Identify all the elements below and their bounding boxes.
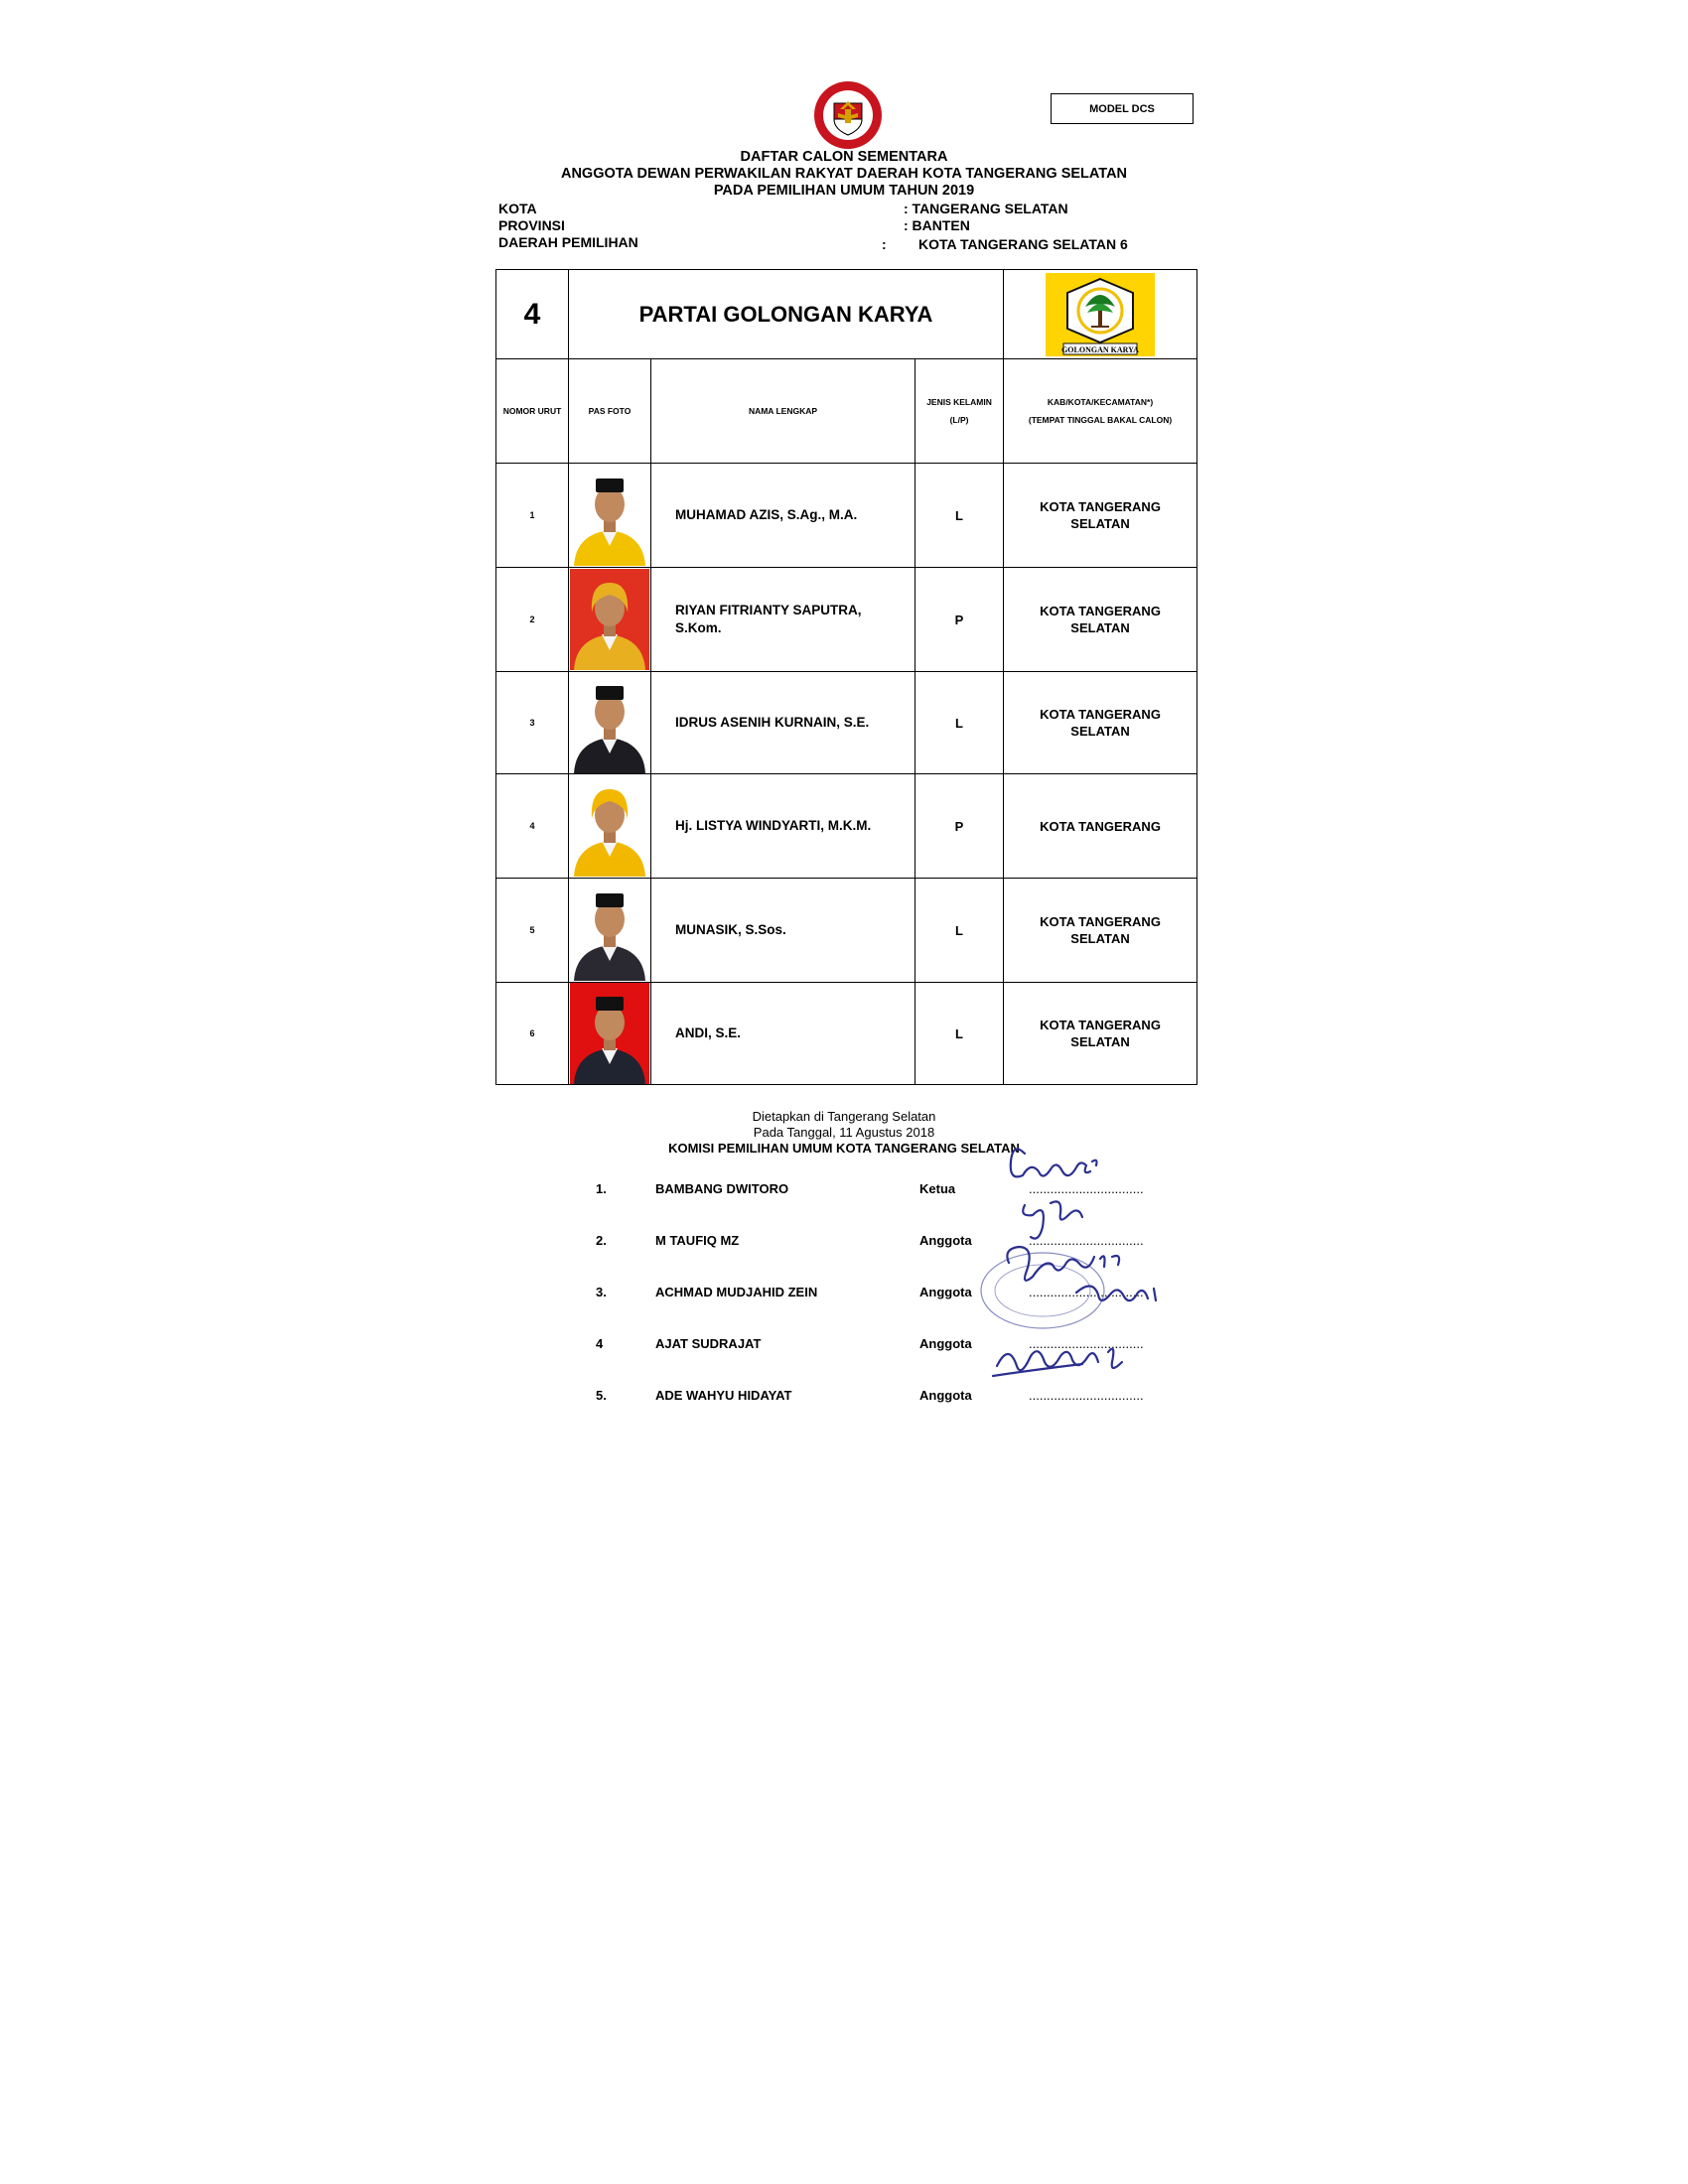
signature-line: ................................	[1029, 1388, 1144, 1403]
candidate-name	[651, 672, 915, 774]
candidate-row	[496, 983, 1197, 1085]
candidate-gender: L	[915, 983, 1004, 1085]
candidate-table	[495, 269, 1197, 1085]
candidate-photo	[570, 983, 649, 1084]
signatures-stamp	[973, 1132, 1211, 1410]
signatory-number: 3.	[596, 1285, 607, 1299]
candidate-name	[651, 568, 915, 672]
candidate-city-line2: SELATAN	[1070, 620, 1130, 635]
signatory-role: Anggota	[919, 1285, 972, 1299]
title-line-3: PADA PEMILIHAN UMUM TAHUN 2019	[713, 183, 975, 199]
candidate-domicile	[1004, 568, 1197, 672]
candidate-city-line1: KOTA TANGERANG	[1040, 1018, 1161, 1032]
candidate-city-line1: KOTA TANGERANG	[1040, 499, 1161, 514]
candidate-photo	[570, 880, 649, 981]
signature-line: ................................	[1029, 1285, 1144, 1299]
candidate-row	[496, 879, 1197, 983]
candidate-domicile	[1004, 464, 1197, 568]
signature-line: ................................	[1029, 1181, 1144, 1196]
candidate-name-line1: RIYAN FITRIANTY SAPUTRA,	[675, 603, 862, 617]
candidate-name-line1: Hj. LISTYA WINDYARTI, M.K.M.	[675, 818, 872, 833]
party-logo-cell	[1004, 270, 1197, 359]
candidate-number: 6	[496, 983, 569, 1085]
dapil-value: KOTA TANGERANG SELATAN 6	[918, 236, 1128, 252]
candidate-row	[496, 568, 1197, 672]
candidate-photo-cell	[569, 774, 651, 879]
candidate-city-line2: SELATAN	[1070, 724, 1130, 739]
dapil-label: DAERAH PEMILIHAN	[498, 234, 638, 250]
signatory-number: 4	[596, 1336, 604, 1351]
party-name: PARTAI GOLONGAN KARYA	[569, 270, 1004, 359]
candidate-domicile	[1004, 983, 1197, 1085]
provinsi-label: PROVINSI	[498, 217, 565, 233]
title-line-1: DAFTAR CALON SEMENTARA	[740, 149, 948, 165]
candidate-name-line2: S.Kom.	[675, 620, 722, 635]
footer-place: Dietapkan di Tangerang Selatan	[752, 1109, 936, 1124]
header-jk-line2: (L/P)	[949, 415, 969, 425]
svg-text:GOLONGAN KARYA: GOLONGAN KARYA	[1061, 344, 1139, 354]
party-row	[496, 270, 1197, 359]
signatory-number: 2.	[596, 1233, 607, 1248]
signatory-role: Ketua	[919, 1181, 956, 1196]
signatory-number: 5.	[596, 1388, 607, 1403]
candidate-city-line1: KOTA TANGERANG	[1040, 604, 1161, 618]
candidate-name	[651, 983, 915, 1085]
dapil-colon: :	[882, 236, 887, 252]
signatory-name: ADE WAHYU HIDAYAT	[655, 1388, 792, 1403]
candidate-gender: P	[915, 774, 1004, 879]
candidate-domicile	[1004, 672, 1197, 774]
candidate-row	[496, 464, 1197, 568]
candidate-domicile	[1004, 774, 1197, 879]
header-kab-line1: KAB/KOTA/KECAMATAN*)	[1047, 397, 1154, 407]
golkar-logo	[1046, 273, 1155, 356]
candidate-photo-cell	[569, 983, 651, 1085]
candidate-domicile	[1004, 879, 1197, 983]
candidate-gender: L	[915, 672, 1004, 774]
candidate-photo-cell	[569, 672, 651, 774]
candidate-photo-cell	[569, 464, 651, 568]
footer-commission: KOMISI PEMILIHAN UMUM KOTA TANGERANG SELATAN	[668, 1141, 1020, 1156]
party-number: 4	[496, 270, 569, 359]
candidate-photo	[570, 569, 649, 670]
candidate-number: 2	[496, 568, 569, 672]
candidate-photo	[570, 672, 649, 773]
header-jenis-kelamin	[915, 359, 1004, 464]
kota-value: : TANGERANG SELATAN	[904, 201, 1068, 216]
candidate-name-line1: MUNASIK, S.Sos.	[675, 922, 786, 937]
header-nama-lengkap: NAMA LENGKAP	[651, 359, 915, 464]
candidate-city-line1: KOTA TANGERANG	[1040, 707, 1161, 722]
signatory-name: ACHMAD MUDJAHID ZEIN	[655, 1285, 818, 1299]
candidate-number: 4	[496, 774, 569, 879]
kota-label: KOTA	[498, 201, 537, 216]
signatory-role: Anggota	[919, 1233, 972, 1248]
signatory-number: 1.	[596, 1181, 607, 1196]
candidate-name	[651, 464, 915, 568]
candidate-name-line1: ANDI, S.E.	[675, 1025, 742, 1040]
candidate-city-line2: SELATAN	[1070, 1034, 1130, 1049]
candidate-photo-cell	[569, 568, 651, 672]
candidate-row	[496, 672, 1197, 774]
candidate-city-line2: SELATAN	[1070, 516, 1130, 531]
signatory-role: Anggota	[919, 1336, 972, 1351]
candidate-photo	[570, 775, 649, 877]
candidate-city-line1: KOTA TANGERANG	[1040, 818, 1161, 834]
header-jk-line1: JENIS KELAMIN	[926, 397, 992, 407]
kpu-logo	[812, 79, 884, 151]
candidate-gender: P	[915, 568, 1004, 672]
signatory-name: M TAUFIQ MZ	[655, 1233, 740, 1248]
header-row	[496, 359, 1197, 464]
footer-date: Pada Tanggal, 11 Agustus 2018	[753, 1125, 935, 1140]
signatory-name: AJAT SUDRAJAT	[655, 1336, 762, 1351]
header-nomor-urut: NOMOR URUT	[496, 359, 569, 464]
header-domisili	[1004, 359, 1197, 464]
model-label: MODEL DCS	[1051, 93, 1194, 124]
candidate-name-line1: MUHAMAD AZIS, S.Ag., M.A.	[675, 507, 858, 522]
candidate-number: 1	[496, 464, 569, 568]
title-line-2: ANGGOTA DEWAN PERWAKILAN RAKYAT DAERAH KOTA TANGERANG SELATAN	[560, 166, 1128, 182]
candidate-row	[496, 774, 1197, 879]
provinsi-value: : BANTEN	[904, 217, 970, 233]
candidate-gender: L	[915, 464, 1004, 568]
signatory-role: Anggota	[919, 1388, 972, 1403]
candidate-city-line1: KOTA TANGERANG	[1040, 914, 1161, 929]
candidate-photo	[570, 465, 649, 566]
candidate-city-line2: SELATAN	[1070, 931, 1130, 946]
candidate-photo-cell	[569, 879, 651, 983]
candidate-name-line1: IDRUS ASENIH KURNAIN, S.E.	[675, 715, 870, 730]
candidate-name	[651, 774, 915, 879]
header-pas-foto: PAS FOTO	[569, 359, 651, 464]
header-kab-line2: (TEMPAT TINGGAL BAKAL CALON)	[1028, 415, 1173, 425]
candidate-number: 3	[496, 672, 569, 774]
signature-line: ................................	[1029, 1336, 1144, 1351]
candidate-number: 5	[496, 879, 569, 983]
candidate-gender: L	[915, 879, 1004, 983]
signature-line: ................................	[1029, 1233, 1144, 1248]
candidate-name	[651, 879, 915, 983]
signatory-name: BAMBANG DWITORO	[655, 1181, 789, 1196]
